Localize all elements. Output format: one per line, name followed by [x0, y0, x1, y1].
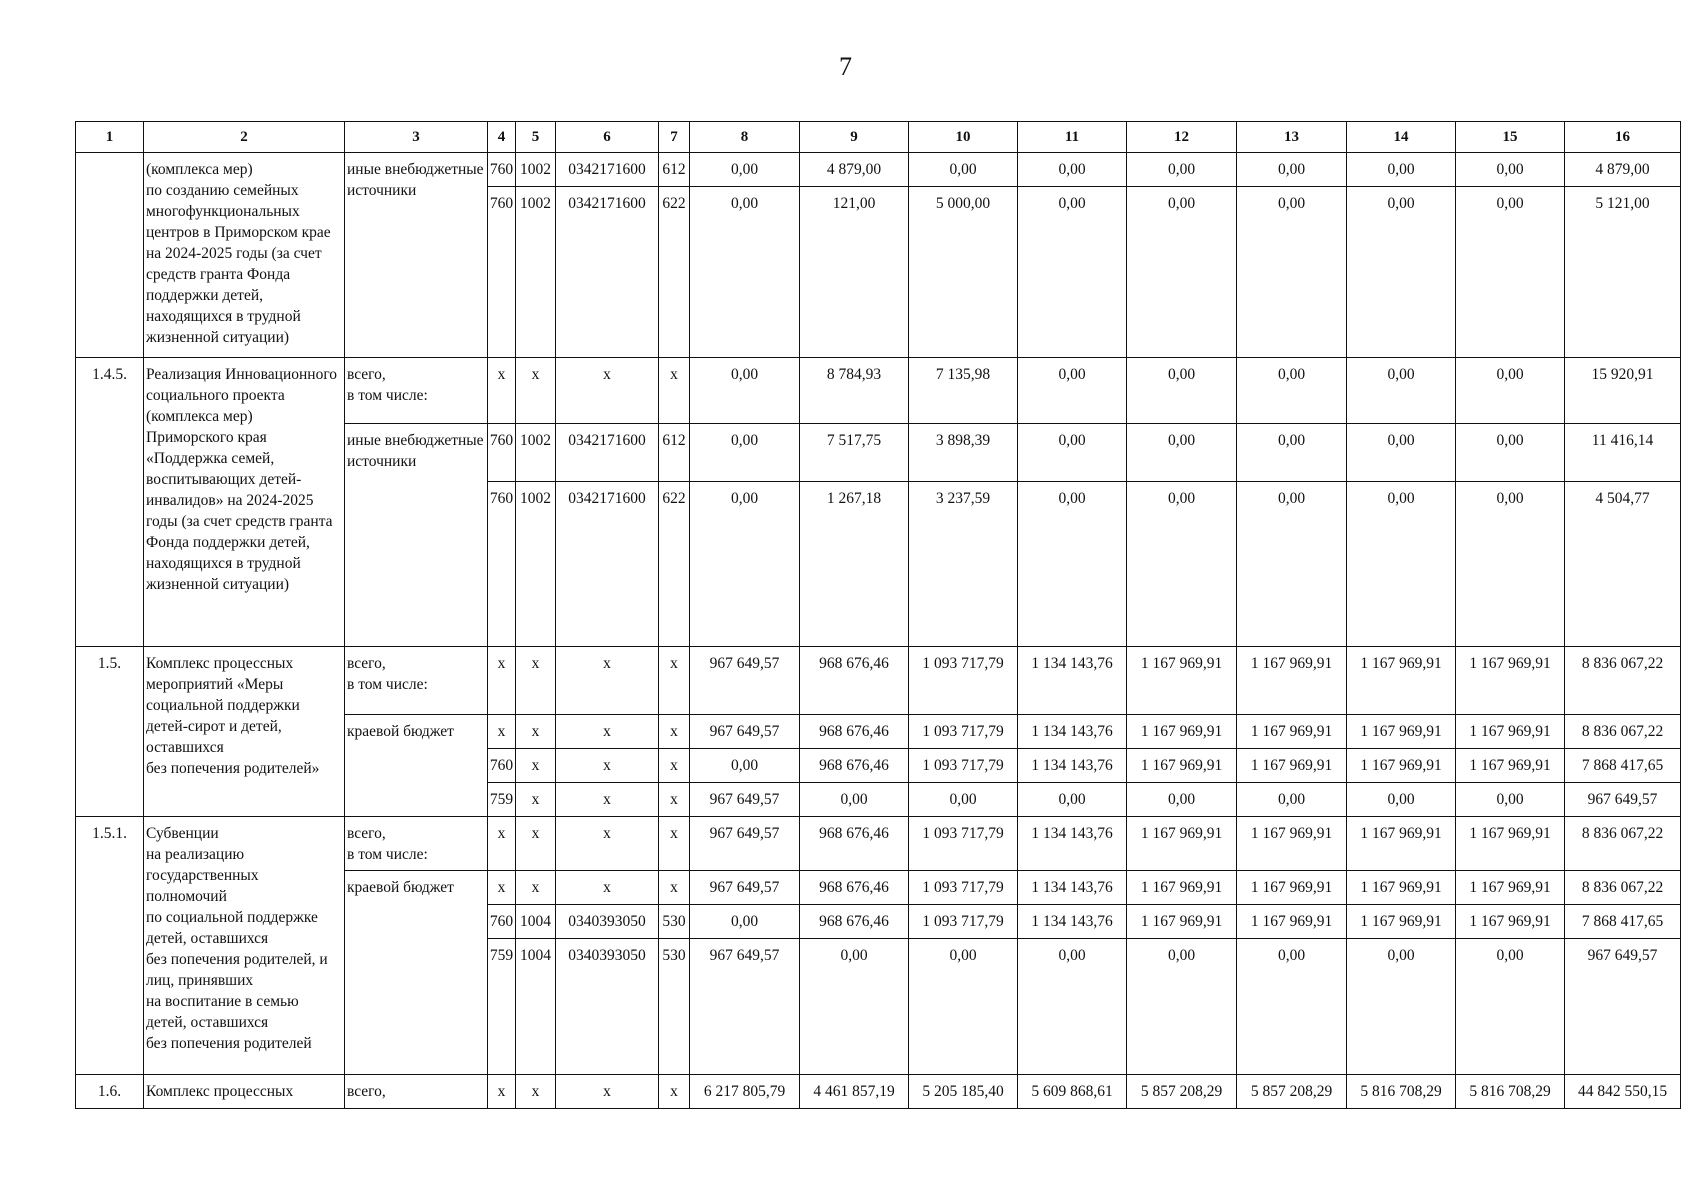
total-label: всего, в том числе: [345, 647, 488, 715]
cell: 0,00 [800, 939, 909, 1075]
cell: 1 134 143,76 [1018, 905, 1127, 939]
cell: 0342171600 [556, 482, 659, 647]
cell: 0,00 [690, 187, 800, 358]
column-header: 13 [1237, 122, 1347, 153]
cell: х [488, 647, 516, 715]
cell: 5 000,00 [909, 187, 1018, 358]
column-header: 7 [659, 122, 690, 153]
cell: 1 167 969,91 [1127, 871, 1237, 905]
cell: 759 [488, 783, 516, 817]
column-header: 9 [800, 122, 909, 153]
cell: 8 836 067,22 [1565, 871, 1681, 905]
cell: 0342171600 [556, 187, 659, 358]
cell: 0,00 [690, 153, 800, 187]
cell: 1 167 969,91 [1456, 647, 1565, 715]
cell: 3 237,59 [909, 482, 1018, 647]
cell: 0,00 [1018, 482, 1127, 647]
column-header: 5 [516, 122, 556, 153]
table-row [76, 153, 1681, 187]
cell: 1004 [516, 939, 556, 1075]
cell: 0,00 [690, 424, 800, 482]
column-header: 3 [345, 122, 488, 153]
cell: 0340393050 [556, 905, 659, 939]
cell: 0,00 [909, 939, 1018, 1075]
cell: 0,00 [1127, 153, 1237, 187]
cell: 1 167 969,91 [1237, 817, 1347, 871]
cell: 0,00 [1018, 783, 1127, 817]
cell: х [556, 358, 659, 424]
cell: 0,00 [1127, 783, 1237, 817]
cell: 1 167 969,91 [1456, 817, 1565, 871]
cell: 0,00 [1237, 939, 1347, 1075]
cell: 0,00 [1237, 187, 1347, 358]
cell: 5 205 185,40 [909, 1075, 1018, 1109]
measure-name: (комплекса мер) по созданию семейных многофункциональных центров в Приморском крае на 2024-2025 годы (за счет средств гранта Фонда поддержки детей, находящихся в трудной жизненной ситуации) [144, 153, 345, 358]
cell: 530 [659, 939, 690, 1075]
cell: 760 [488, 905, 516, 939]
cell: 0,00 [1237, 153, 1347, 187]
header-row [76, 122, 1681, 153]
cell: 0,00 [1018, 153, 1127, 187]
cell: 0,00 [1347, 482, 1456, 647]
total-label: всего, в том числе: [345, 817, 488, 871]
cell: 6 217 805,79 [690, 1075, 800, 1109]
cell: х [488, 1075, 516, 1109]
cell: 0,00 [1018, 187, 1127, 358]
cell: х [556, 749, 659, 783]
cell: 967 649,57 [690, 783, 800, 817]
row-number: 1.5. [76, 647, 144, 817]
measure-name: Комплекс процессных [144, 1075, 345, 1109]
cell: 968 676,46 [800, 905, 909, 939]
cell: х [659, 817, 690, 871]
table-row [76, 817, 1681, 871]
cell: 0,00 [1347, 939, 1456, 1075]
cell: 0340393050 [556, 939, 659, 1075]
cell: 759 [488, 939, 516, 1075]
cell: х [659, 783, 690, 817]
cell: 1 167 969,91 [1347, 647, 1456, 715]
column-header: 4 [488, 122, 516, 153]
cell: 968 676,46 [800, 871, 909, 905]
cell: 1 134 143,76 [1018, 647, 1127, 715]
cell: 1 093 717,79 [909, 905, 1018, 939]
cell: 1002 [516, 153, 556, 187]
cell: 0,00 [1127, 424, 1237, 482]
cell: 1 167 969,91 [1127, 817, 1237, 871]
cell: 8 784,93 [800, 358, 909, 424]
cell: 1 134 143,76 [1018, 871, 1127, 905]
cell: 0,00 [800, 783, 909, 817]
cell: 1 134 143,76 [1018, 817, 1127, 871]
cell: 1 093 717,79 [909, 715, 1018, 749]
cell: х [516, 817, 556, 871]
cell: х [516, 715, 556, 749]
cell: 0,00 [1456, 939, 1565, 1075]
cell: 0,00 [1456, 153, 1565, 187]
cell: 760 [488, 187, 516, 358]
cell: 121,00 [800, 187, 909, 358]
table-row [76, 647, 1681, 715]
row-number: 1.6. [76, 1075, 144, 1109]
cell: 0,00 [690, 358, 800, 424]
cell: х [556, 1075, 659, 1109]
cell: х [516, 749, 556, 783]
cell: 1 167 969,91 [1127, 647, 1237, 715]
cell: 1 167 969,91 [1456, 871, 1565, 905]
cell: 1 134 143,76 [1018, 715, 1127, 749]
total-label: всего, [345, 1075, 488, 1109]
cell: 967 649,57 [690, 871, 800, 905]
cell: 1 167 969,91 [1237, 715, 1347, 749]
cell: х [516, 783, 556, 817]
funding-source: краевой бюджет [345, 715, 488, 817]
cell: 0,00 [690, 905, 800, 939]
cell: 760 [488, 749, 516, 783]
cell: 0,00 [1456, 482, 1565, 647]
cell: х [659, 749, 690, 783]
column-header: 14 [1347, 122, 1456, 153]
column-header: 10 [909, 122, 1018, 153]
column-header: 8 [690, 122, 800, 153]
cell: 0,00 [1347, 358, 1456, 424]
column-header: 6 [556, 122, 659, 153]
row-number: 1.5.1. [76, 817, 144, 1075]
cell: 1004 [516, 905, 556, 939]
cell: 622 [659, 482, 690, 647]
cell: 1 167 969,91 [1237, 871, 1347, 905]
measure-name: Реализация Инновационного социального проекта (комплекса мер) Приморского края «Поддержка семей, воспитывающих детей-инвалидов» на 2024-2025 годы (за счет средств гранта Фонда поддержки детей, находящихся в трудной жизненной ситуации) [144, 358, 345, 647]
cell: 612 [659, 153, 690, 187]
cell: 15 920,91 [1565, 358, 1681, 424]
cell: 4 461 857,19 [800, 1075, 909, 1109]
cell: 0,00 [1456, 187, 1565, 358]
cell: 760 [488, 424, 516, 482]
cell: 1002 [516, 187, 556, 358]
cell: 760 [488, 482, 516, 647]
cell: 1 093 717,79 [909, 647, 1018, 715]
column-header: 12 [1127, 122, 1237, 153]
cell: х [659, 715, 690, 749]
cell: х [516, 647, 556, 715]
cell: 1002 [516, 424, 556, 482]
cell: 7 135,98 [909, 358, 1018, 424]
cell: 967 649,57 [690, 715, 800, 749]
cell: 1 167 969,91 [1127, 715, 1237, 749]
cell: 0,00 [1018, 358, 1127, 424]
cell: 1 167 969,91 [1456, 749, 1565, 783]
cell: 1 167 969,91 [1237, 749, 1347, 783]
cell: 8 836 067,22 [1565, 647, 1681, 715]
cell: 1 167 969,91 [1347, 749, 1456, 783]
cell: х [488, 817, 516, 871]
cell: 5 857 208,29 [1237, 1075, 1347, 1109]
cell: х [516, 1075, 556, 1109]
total-label: всего, в том числе: [345, 358, 488, 424]
cell: 0,00 [909, 153, 1018, 187]
funding-source: краевой бюджет [345, 871, 488, 1075]
funding-source: иные внебюджетные источники [345, 424, 488, 647]
cell: 5 121,00 [1565, 187, 1681, 358]
cell: 4 879,00 [1565, 153, 1681, 187]
cell: 1 093 717,79 [909, 817, 1018, 871]
cell: 0,00 [1237, 482, 1347, 647]
cell: 0,00 [1237, 358, 1347, 424]
cell: 7 868 417,65 [1565, 905, 1681, 939]
row-number: 1.4.5. [76, 358, 144, 647]
funding-source: иные внебюджетные источники [345, 153, 488, 358]
column-header: 11 [1018, 122, 1127, 153]
cell: 530 [659, 905, 690, 939]
cell: х [659, 1075, 690, 1109]
cell: 7 868 417,65 [1565, 749, 1681, 783]
cell: 0,00 [1347, 153, 1456, 187]
cell: 968 676,46 [800, 647, 909, 715]
cell: х [556, 647, 659, 715]
cell: 0342171600 [556, 424, 659, 482]
cell: х [488, 715, 516, 749]
cell: 967 649,57 [1565, 939, 1681, 1075]
cell: 0,00 [1347, 783, 1456, 817]
cell: х [556, 871, 659, 905]
cell: х [556, 817, 659, 871]
cell: 1 167 969,91 [1127, 905, 1237, 939]
table-row [76, 358, 1681, 424]
cell: 0,00 [690, 482, 800, 647]
cell: х [659, 647, 690, 715]
cell: 11 416,14 [1565, 424, 1681, 482]
cell: 612 [659, 424, 690, 482]
cell: 0,00 [1127, 358, 1237, 424]
cell: 0,00 [909, 783, 1018, 817]
column-header: 2 [144, 122, 345, 153]
cell: 0,00 [1127, 939, 1237, 1075]
cell: х [516, 358, 556, 424]
cell: 967 649,57 [690, 939, 800, 1075]
cell: 8 836 067,22 [1565, 817, 1681, 871]
cell: 0,00 [1456, 358, 1565, 424]
cell: 0342171600 [556, 153, 659, 187]
budget-table [75, 121, 1681, 1109]
cell: 1 167 969,91 [1237, 647, 1347, 715]
cell: 968 676,46 [800, 817, 909, 871]
column-header: 1 [76, 122, 144, 153]
cell: 0,00 [1347, 187, 1456, 358]
cell: 1 093 717,79 [909, 749, 1018, 783]
column-header: 15 [1456, 122, 1565, 153]
cell: 967 649,57 [690, 817, 800, 871]
cell: 760 [488, 153, 516, 187]
cell: 4 504,77 [1565, 482, 1681, 647]
page-number: 7 [839, 52, 852, 81]
cell: 8 836 067,22 [1565, 715, 1681, 749]
cell: х [556, 715, 659, 749]
cell: 967 649,57 [690, 647, 800, 715]
cell: х [659, 358, 690, 424]
cell: 967 649,57 [1565, 783, 1681, 817]
cell: 968 676,46 [800, 749, 909, 783]
cell: 1 267,18 [800, 482, 909, 647]
cell: 1 167 969,91 [1237, 905, 1347, 939]
cell: 0,00 [1456, 783, 1565, 817]
cell: 1 167 969,91 [1456, 715, 1565, 749]
cell: 5 816 708,29 [1456, 1075, 1565, 1109]
cell: 0,00 [1018, 424, 1127, 482]
cell: 622 [659, 187, 690, 358]
cell: х [556, 783, 659, 817]
cell: 0,00 [1347, 424, 1456, 482]
cell: 3 898,39 [909, 424, 1018, 482]
cell: 1 093 717,79 [909, 871, 1018, 905]
cell: 1 167 969,91 [1456, 905, 1565, 939]
table-row [76, 1075, 1681, 1109]
cell: х [516, 871, 556, 905]
cell: 1 167 969,91 [1127, 749, 1237, 783]
cell: 0,00 [1237, 424, 1347, 482]
cell: 1 167 969,91 [1347, 905, 1456, 939]
cell: 0,00 [1018, 939, 1127, 1075]
cell: 0,00 [1237, 783, 1347, 817]
cell: 1 167 969,91 [1347, 871, 1456, 905]
cell: 5 609 868,61 [1018, 1075, 1127, 1109]
cell: 0,00 [1456, 424, 1565, 482]
cell: 1 134 143,76 [1018, 749, 1127, 783]
measure-name: Субвенции на реализацию государственных полномочий по социальной поддержке детей, оставшихся без попечения родителей, и лиц, принявших на воспитание в семью детей, оставшихся без попечения родителей [144, 817, 345, 1075]
cell: х [488, 358, 516, 424]
cell: 5 816 708,29 [1347, 1075, 1456, 1109]
cell: 1 167 969,91 [1347, 817, 1456, 871]
cell: 0,00 [1127, 482, 1237, 647]
cell: 5 857 208,29 [1127, 1075, 1237, 1109]
cell: 1 167 969,91 [1347, 715, 1456, 749]
cell: 44 842 550,15 [1565, 1075, 1681, 1109]
cell: 968 676,46 [800, 715, 909, 749]
cell: 7 517,75 [800, 424, 909, 482]
column-header: 16 [1565, 122, 1681, 153]
cell: 4 879,00 [800, 153, 909, 187]
cell: х [659, 871, 690, 905]
measure-name: Комплекс процессных мероприятий «Меры социальной поддержки детей-сирот и детей, оставшихся без попечения родителей» [144, 647, 345, 817]
cell: 0,00 [1127, 187, 1237, 358]
cell: х [488, 871, 516, 905]
row-number [76, 153, 144, 358]
cell: 0,00 [690, 749, 800, 783]
cell: 1002 [516, 482, 556, 647]
